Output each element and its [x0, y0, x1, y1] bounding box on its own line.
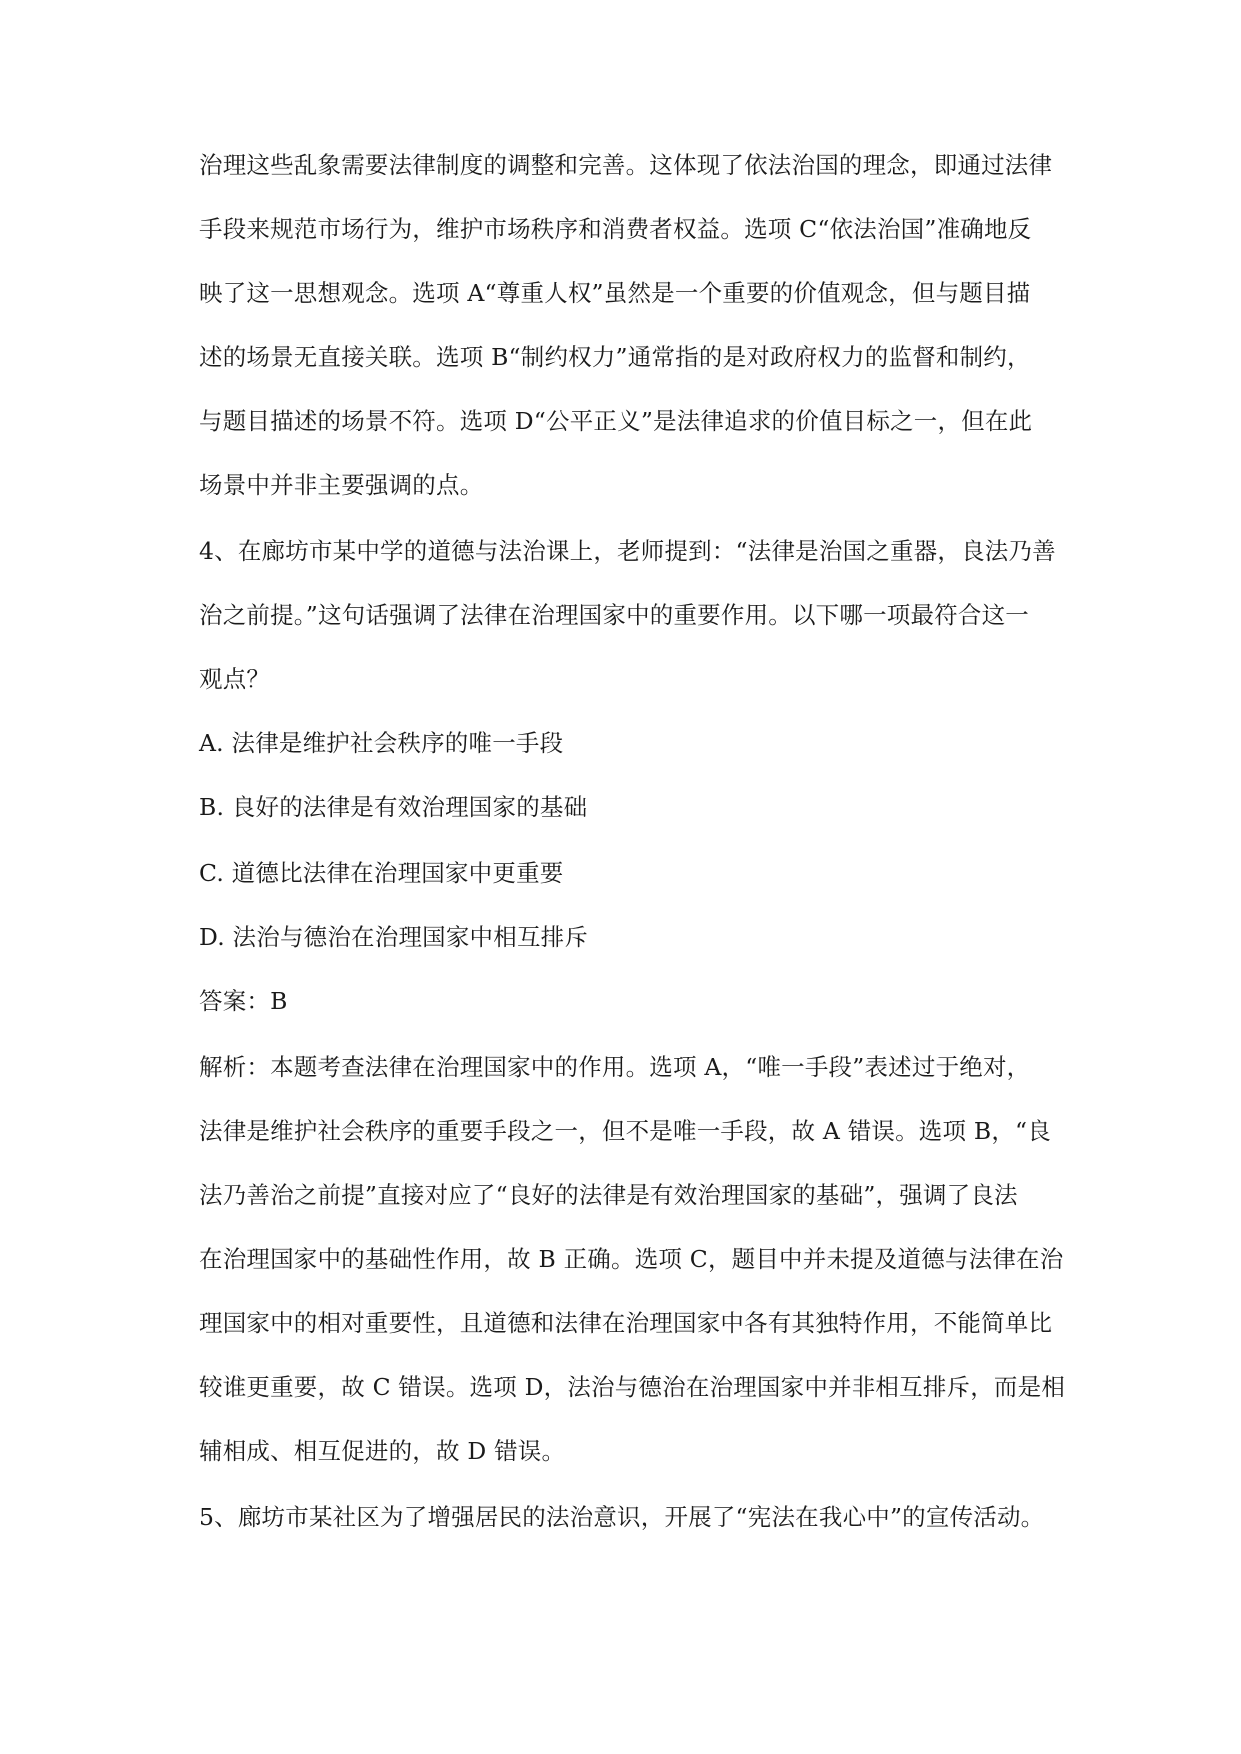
explanation-text-line: 理国家中的相对重要性，且道德和法律在治理国家中各有其独特作用，不能简单比 — [199, 1309, 1053, 1337]
analysis-text-line: 与题目描述的场景不符。选项 D“公平正义”是法律追求的价值目标之一，但在此 — [199, 407, 1033, 435]
question-4-text-line: 观点？ — [199, 665, 271, 693]
explanation-text-line: 辅相成、相互促进的，故 D 错误。 — [199, 1437, 566, 1465]
option-d: D. 法治与德治在治理国家中相互排斥 — [199, 923, 589, 951]
explanation-text-line: 在治理国家中的基础性作用，故 B 正确。选项 C，题目中并未提及道德与法律在治 — [199, 1245, 1064, 1273]
explanation-text-line: 法律是维护社会秩序的重要手段之一，但不是唯一手段，故 A 错误。选项 B，“良 — [199, 1117, 1051, 1145]
answer-line: 答案：B — [199, 987, 288, 1015]
explanation-text-line: 法乃善治之前提”直接对应了“良好的法律是有效治理国家的基础”，强调了良法 — [199, 1181, 1018, 1209]
option-b: B. 良好的法律是有效治理国家的基础 — [199, 793, 588, 821]
explanation-text-line: 解析：本题考查法律在治理国家中的作用。选项 A，“唯一手段”表述过于绝对， — [199, 1053, 1031, 1081]
analysis-text-line: 场景中并非主要强调的点。 — [199, 471, 484, 499]
question-5-text-line: 5、廊坊市某社区为了增强居民的法治意识，开展了“宪法在我心中”的宣传活动。 — [199, 1503, 1045, 1531]
analysis-text-line: 映了这一思想观念。选项 A“尊重人权”虽然是一个重要的价值观念，但与题目描 — [199, 279, 1031, 307]
analysis-text-line: 手段来规范市场行为，维护市场秩序和消费者权益。选项 C“依法治国”准确地反 — [199, 215, 1032, 243]
analysis-text-line: 治理这些乱象需要法律制度的调整和完善。这体现了依法治国的理念，即通过法律 — [199, 151, 1053, 179]
analysis-text-line: 述的场景无直接关联。选项 B“制约权力”通常指的是对政府权力的监督和制约， — [199, 343, 1031, 371]
option-c: C. 道德比法律在治理国家中更重要 — [199, 859, 564, 887]
explanation-text-line: 较谁更重要，故 C 错误。选项 D，法治与德治在治理国家中并非相互排斥，而是相 — [199, 1373, 1066, 1401]
question-4-text-line: 治之前提。”这句话强调了法律在治理国家中的重要作用。以下哪一项最符合这一 — [199, 601, 1029, 629]
question-4-text-line: 4、在廊坊市某中学的道德与法治课上，老师提到：“法律是治国之重器，良法乃善 — [199, 537, 1056, 565]
option-a: A. 法律是维护社会秩序的唯一手段 — [199, 729, 564, 757]
